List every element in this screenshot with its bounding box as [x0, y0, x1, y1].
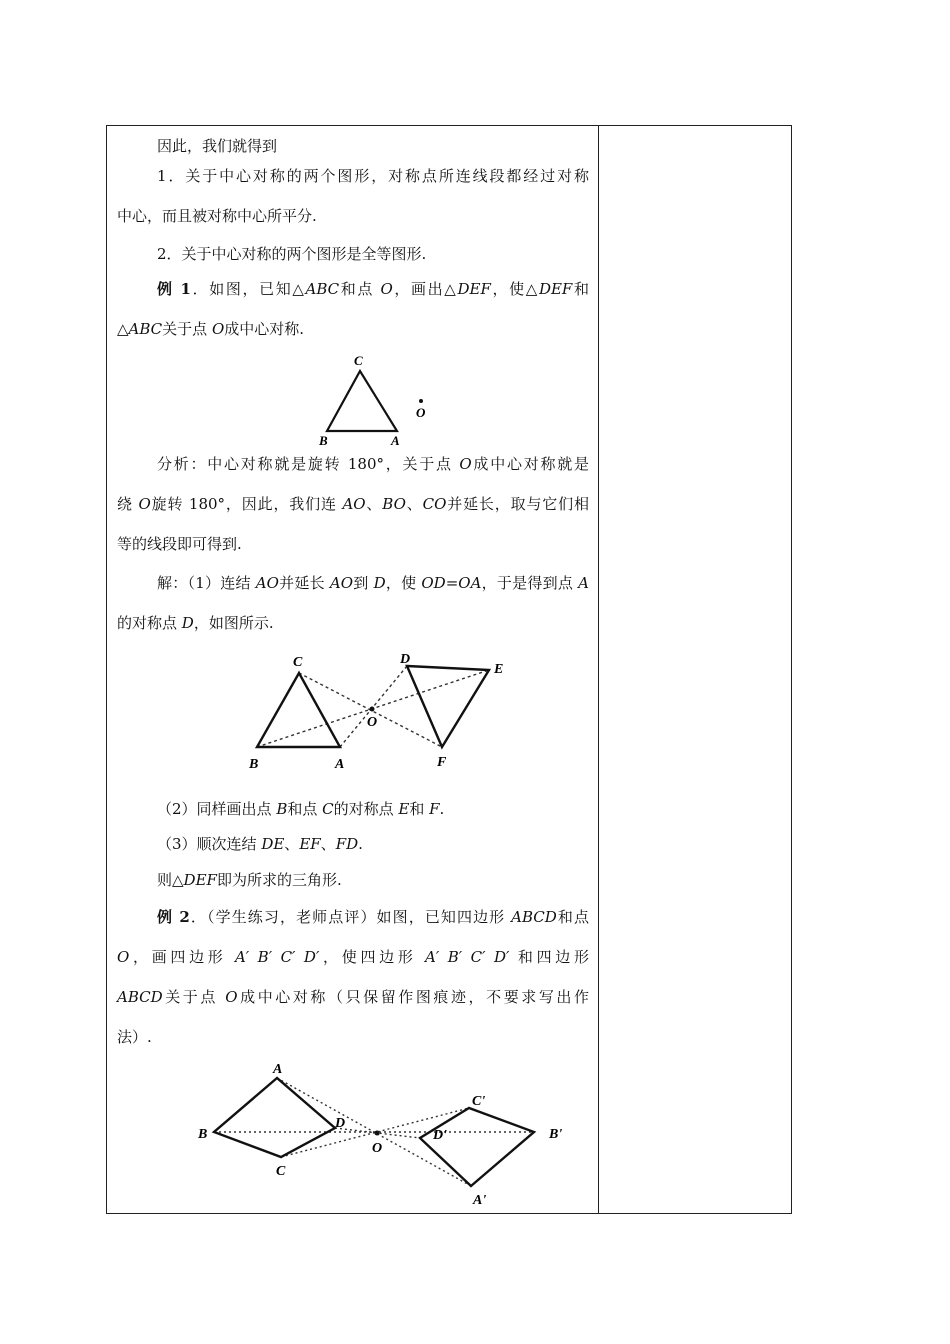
analysis-line3: 等的线段即可得到. — [117, 535, 242, 553]
fig3-label-a: A — [273, 1062, 283, 1077]
example1-line1: 例 1．如图，已知△ABC和点 O，画出△DEF，使△DEF和 — [157, 280, 589, 298]
figure-symmetric-triangles — [242, 646, 522, 776]
fig3-label-a-prime: A' — [473, 1193, 487, 1208]
label-a: A — [391, 433, 400, 448]
fig3-label-b-prime: B' — [549, 1127, 563, 1142]
triangle-abc — [327, 371, 397, 431]
center-o — [370, 707, 375, 712]
example2-line2: O，画四边形 A′ B′ C′ D′，使四边形 A′ B′ C′ D′ 和四边形 — [117, 948, 589, 966]
quad-a-prime — [420, 1108, 534, 1186]
quad-abcd — [214, 1078, 335, 1157]
fig3-label-c: C — [276, 1164, 286, 1179]
fig3-label-d: D — [335, 1116, 346, 1131]
label-o: O — [416, 405, 426, 420]
solution-line1: 解：（1）连结 AO并延长 AO到 D，使 OD=OA，于是得到点 A — [157, 574, 589, 592]
fig3-label-d-prime: D' — [433, 1128, 447, 1143]
point-o — [419, 399, 423, 403]
quad-center-o — [375, 1131, 380, 1136]
analysis-line1: 分析：中心对称就是旋转 180°，关于点 O成中心对称就是 — [157, 455, 589, 473]
fig2-label-a: A — [335, 757, 345, 772]
example2-line3: ABCD关于点 O成中心对称（只保留作图痕迹，不要求写出作 — [117, 988, 589, 1006]
column-divider — [598, 126, 599, 1213]
result-line: 则△DEF即为所求的三角形. — [157, 871, 342, 889]
solution-line2: 的对称点 D，如图所示. — [117, 614, 274, 632]
label-c: C — [354, 353, 363, 368]
analysis-line2: 绕 O旋转 180°，因此，我们连 AO、BO、CO并延长，取与它们相 — [117, 495, 589, 513]
quad-construction-lines — [214, 1078, 534, 1186]
fig2-label-d: D — [400, 652, 411, 667]
lesson-table — [106, 125, 792, 1214]
conclusion-2: 2．关于中心对称的两个图形是全等图形. — [157, 245, 427, 263]
conclusion-1-line1: 1．关于中心对称的两个图形，对称点所连线段都经过对称 — [157, 167, 589, 185]
fig2-label-b: B — [249, 757, 259, 772]
example2-line1: 例 2．（学生练习，老师点评）如图，已知四边形 ABCD和点 — [157, 908, 589, 926]
fig2-label-o: O — [367, 715, 378, 730]
construction-lines — [257, 666, 489, 747]
conclusion-1-line2: 中心，而且被对称中心所平分. — [117, 207, 317, 225]
fig3-label-c-prime: C' — [472, 1094, 486, 1109]
label-b: B — [319, 433, 328, 448]
step2-line: （2）同样画出点 B和点 C的对称点 E和 F. — [157, 800, 445, 818]
figure-symmetric-quadrilaterals — [187, 1061, 587, 1211]
fig2-label-e: E — [494, 662, 504, 677]
fig3-label-b: B — [198, 1127, 208, 1142]
triangle-def — [407, 666, 489, 747]
fig2-label-c: C — [293, 655, 303, 670]
triangle-abc-2 — [257, 673, 340, 747]
example1-line2: △ABC关于点 O成中心对称. — [117, 320, 305, 338]
step3-line: （3）顺次连结 DE、EF、FD. — [157, 835, 363, 853]
fig3-label-o: O — [372, 1141, 383, 1156]
fig2-label-f: F — [437, 755, 447, 770]
conclusion-intro: 因此，我们就得到 — [157, 137, 278, 155]
example2-line4: 法）. — [117, 1028, 152, 1046]
figure-triangle-abc — [317, 351, 457, 451]
